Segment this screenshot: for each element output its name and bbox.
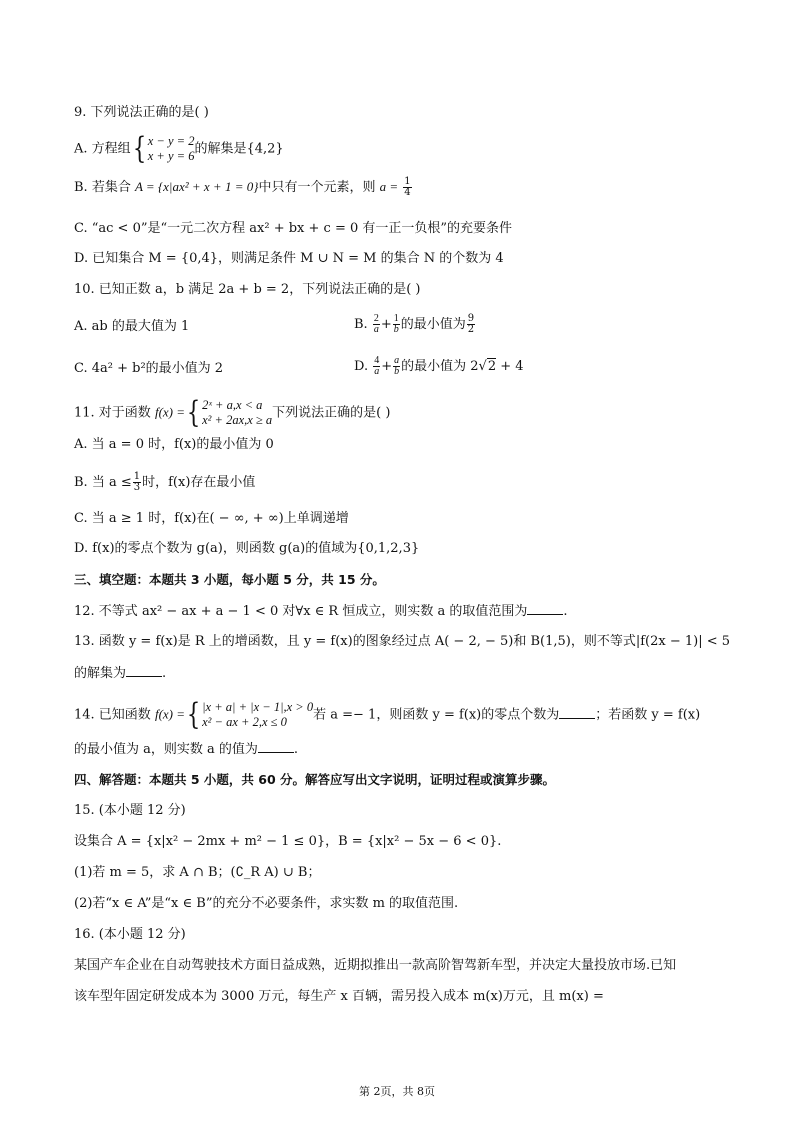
q11-option-d: D. f(x)的零点个数为 g(a)，则函数 g(a)的值域为{0,1,2,3}: [74, 541, 420, 556]
q14-prefix: 14. 已知函数: [74, 707, 155, 723]
function-name: f(x) =: [154, 706, 186, 722]
q13-prefix: 的解集为: [74, 666, 127, 681]
equation-1: x − y = 2: [147, 134, 195, 148]
fraction-denominator: 2: [467, 324, 475, 335]
fraction-denominator: b: [394, 366, 400, 377]
q9-a-prefix: A. 方程组: [74, 141, 131, 157]
fraction-numerator: 1: [393, 313, 399, 324]
q15-heading: 15. (本小题 12 分): [74, 803, 186, 818]
q10-d-mid: 的最小值为 2: [401, 359, 479, 374]
q10-d-suffix: + 4: [496, 359, 524, 374]
sqrt-radicand: 2: [487, 359, 497, 374]
q9-option-d: D. 已知集合 M = {0,4}，则满足条件 M ∪ N = M 的集合 N 的个数为 4: [74, 251, 504, 266]
page-footer: 第 2页，共 8页: [359, 1085, 435, 1098]
q16-line-1: 某国产车企业在自动驾驶技术方面日益成熟，近期拟推出一款高阶智驾新车型，并决定大量投放市场.已知: [74, 958, 677, 973]
fraction-numerator: 9: [467, 313, 475, 324]
q16-heading: 16. (本小题 12 分): [74, 927, 186, 942]
answer-blank: [258, 740, 294, 753]
fraction-denominator: 3: [133, 482, 141, 493]
q9-b-mid: 中只有一个元素，则: [258, 180, 380, 195]
case-1: |x + a| + |x − 1|,x > 0: [202, 700, 314, 714]
q14-l2-prefix: 的最小值为 a，则实数 a 的值为: [74, 742, 258, 757]
q11-b-prefix: B. 当 a ≤: [74, 475, 132, 490]
q9-b-prefix: B. 若集合: [74, 180, 135, 195]
q9-a-suffix: 的解集是{4,2}: [194, 141, 284, 157]
q10-option-a: A. ab 的最大值为 1: [74, 319, 190, 334]
fraction: [133, 472, 141, 493]
left-brace: {: [186, 697, 201, 732]
fraction-numerator: 2: [373, 313, 379, 324]
q13-line-2: [74, 664, 166, 683]
fraction: [467, 314, 475, 335]
q9-option-a: [74, 131, 284, 166]
q11-b-suffix: 时，f(x)存在最小值: [142, 475, 256, 490]
answer-blank: [559, 706, 595, 719]
case-2: x² − ax + 2,x ≤ 0: [202, 715, 287, 729]
q10-b-prefix: B.: [354, 317, 368, 332]
fraction-numerator: 1: [404, 176, 411, 187]
case-1: 2ˣ + a,x < a: [202, 398, 263, 412]
fraction-numerator: 4: [374, 355, 380, 366]
section-heading-solve: 四、解答题：本题共 5 小题，共 60 分。解答应写出文字说明，证明过程或演算步骤。: [74, 772, 556, 787]
fraction-denominator: a: [373, 324, 379, 335]
q10-option-b: [354, 314, 476, 335]
fraction: [403, 177, 411, 198]
q11-stem: [74, 395, 391, 430]
q9-option-b: [74, 177, 413, 198]
q15-line-1: 设集合 A = {x|x² − 2mx + m² − 1 ≤ 0}，B = {x|x² − 5x − 6 < 0}.: [74, 834, 502, 849]
left-brace: {: [132, 131, 146, 166]
q14-mid: 若 a =− 1，则函数 y = f(x)的零点个数为: [313, 707, 560, 723]
answer-blank: [527, 602, 563, 615]
q9-b-var: a =: [379, 179, 399, 194]
piecewise-cases: [202, 398, 272, 428]
q11-stem-prefix: 11. 对于函数: [74, 405, 155, 421]
fraction: [373, 314, 380, 335]
q14-l2-suffix: .: [293, 742, 299, 757]
plus-sign: +: [380, 317, 392, 332]
plus-sign: +: [381, 359, 393, 374]
q14-line-1: [74, 697, 701, 732]
q15-line-3: (2)若“x ∈ A”是“x ∈ B”的充分不必要条件，求实数 m 的取值范围.: [74, 896, 459, 911]
fraction: [393, 356, 400, 377]
q13-line-1: 13. 函数 y = f(x)是 R 上的增函数，且 y = f(x)的图象经过点 A( − 2, − 5)和 B(1,5)，则不等式|f(2x − 1)| < 5: [74, 634, 731, 649]
fraction-denominator: b: [393, 324, 399, 335]
fraction-numerator: a: [394, 355, 400, 366]
q12-prefix: 12. 不等式 ax² − ax + a − 1 < 0 对∀x ∈ R 恒成立，则实数 a 的取值范围为: [74, 604, 528, 619]
q13-suffix: .: [162, 666, 167, 681]
fraction-denominator: a: [374, 366, 380, 377]
case-2: x² + 2ax,x ≥ a: [202, 413, 273, 427]
q16-line-2: 该车型年固定研发成本为 3000 万元，每生产 x 百辆，需另投入成本 m(x)万元，且 m(x) =: [74, 989, 604, 1004]
piecewise-cases: [202, 700, 313, 730]
q11-option-a: A. 当 a = 0 时，f(x)的最小值为 0: [74, 437, 274, 452]
q9-stem: 9. 下列说法正确的是( ): [74, 105, 209, 120]
q9-option-c: C. “ac < 0”是“一元二次方程 ax² + bx + c = 0 有一正一负根”的充要条件: [74, 221, 513, 236]
q11-option-c: C. 当 a ≥ 1 时，f(x)在( − ∞, + ∞)上单调递增: [74, 511, 349, 526]
left-brace: {: [186, 395, 201, 430]
q12-text: [74, 602, 568, 621]
q14-suffix: ；若函数 y = f(x): [595, 707, 701, 723]
section-heading-fill-in: 三、填空题：本题共 3 小题，每小题 5 分，共 15 分。: [74, 572, 385, 587]
q15-line-2: (1)若 m = 5，求 A ∩ B；(∁_R A) ∪ B；: [74, 865, 321, 880]
q10-option-d: [354, 356, 524, 377]
function-name: f(x) =: [154, 404, 186, 420]
fraction-numerator: 1: [133, 471, 141, 482]
q10-option-c: C. 4a² + b²的最小值为 2: [74, 361, 224, 376]
fraction: [393, 314, 400, 335]
sqrt-icon: √: [478, 359, 487, 374]
equation-system: [148, 134, 195, 164]
q10-stem: 10. 已知正数 a，b 满足 2a + b = 2，下列说法正确的是( ): [74, 282, 421, 297]
fraction: [373, 356, 380, 377]
fraction-denominator: 4: [404, 187, 411, 198]
answer-blank: [126, 664, 162, 677]
q12-suffix: .: [563, 604, 568, 619]
q9-b-set: A = {x|ax² + x + 1 = 0}: [134, 179, 259, 194]
q14-line-2: [74, 740, 298, 759]
equation-2: x + y = 6: [147, 149, 195, 163]
q10-d-prefix: D.: [354, 359, 369, 374]
q11-option-b: [74, 472, 255, 493]
q10-b-mid: 的最小值为: [400, 317, 466, 332]
q11-stem-suffix: 下列说法正确的是( ): [272, 405, 391, 421]
